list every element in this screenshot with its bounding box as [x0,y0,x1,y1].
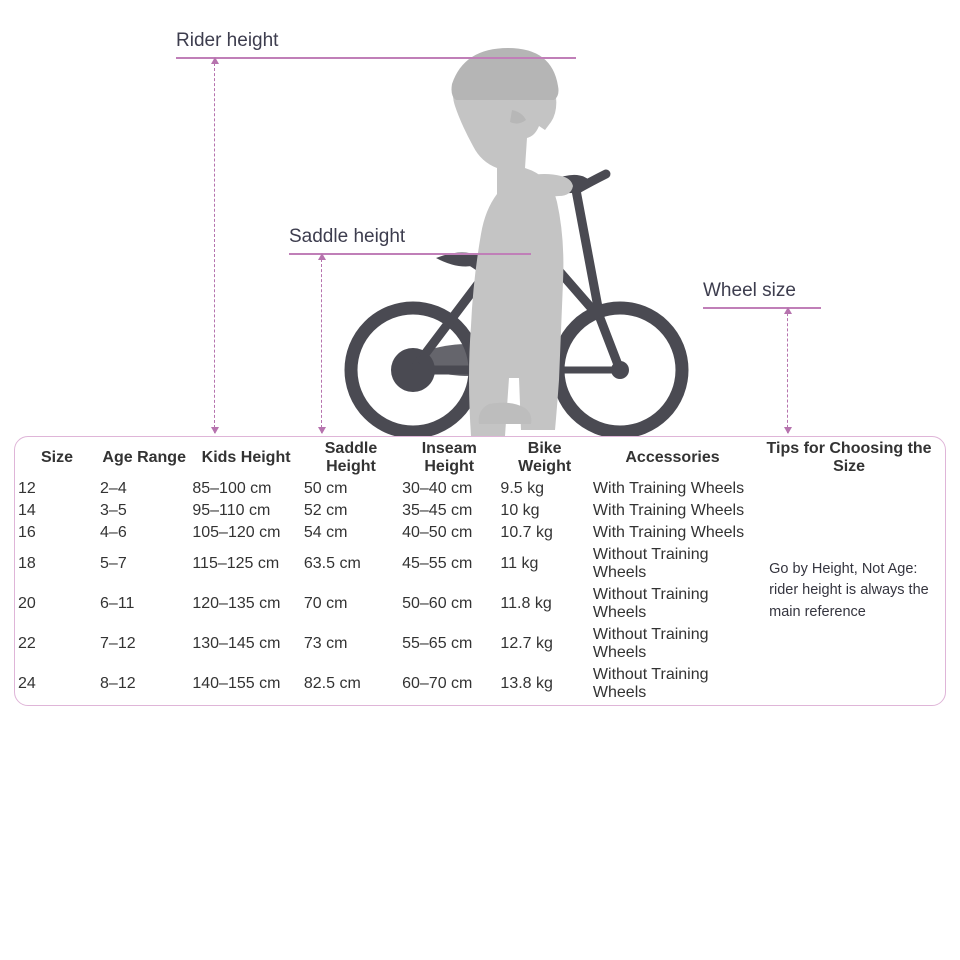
cell-inseam: 55–65 cm [402,635,473,652]
bike-sizing-illustration [0,0,960,436]
table-row [17,479,943,499]
cell-weight: 10.7 kg [500,524,553,541]
cell-size: 12 [18,480,36,497]
helmet-icon [452,48,559,100]
cell-size: 16 [18,524,36,541]
cell-saddle-height: 50 cm [303,480,348,497]
child-silhouette [453,56,573,436]
cell-saddle-height: 63.5 cm [303,555,361,572]
cell-accessories: With Training Wheels [592,502,745,519]
rider-height-rule [176,57,576,59]
cell-inseam: 50–60 cm [402,595,473,612]
cell-age: 7–12 [100,635,136,652]
cell-inseam: 45–55 cm [402,555,473,572]
cell-saddle-height: 52 cm [303,502,348,519]
cell-kids-height: 95–110 cm [192,502,271,519]
cell-accessories: Without Training Wheels [592,626,709,661]
cell-kids-height: 130–145 cm [192,635,281,652]
cell-age: 4–6 [100,524,127,541]
wheel-size-label: Wheel size [703,280,796,301]
cell-tips: Go by Height, Not Age: rider height is always the main reference [769,561,929,620]
rider-height-label: Rider height [176,30,279,51]
cell-weight: 12.7 kg [500,635,553,652]
cell-weight: 9.5 kg [500,480,545,497]
cell-age: 8–12 [100,675,136,692]
wheel-size-rule [703,307,821,309]
column-header-tips: Tips for Choosing the Size [766,440,932,475]
size-chart-container [14,436,946,706]
size-chart-table [15,437,945,705]
column-header-bike-weight: Bike Weight [518,440,572,475]
cell-size: 20 [18,595,36,612]
cell-inseam: 60–70 cm [402,675,473,692]
cell-weight: 11.8 kg [500,595,552,612]
cell-age: 5–7 [100,555,127,572]
cell-size: 14 [18,502,36,519]
cell-age: 3–5 [100,502,127,519]
cell-kids-height: 105–120 cm [192,524,281,541]
rider-height-arrow [214,58,216,433]
wheel-size-arrow [787,308,789,433]
cell-accessories: With Training Wheels [592,480,745,497]
column-header-inseam-height: Inseam Height [421,440,477,475]
cell-accessories: With Training Wheels [592,524,745,541]
cell-kids-height: 140–155 cm [192,675,281,692]
cell-kids-height: 120–135 cm [192,595,281,612]
cell-size: 24 [18,675,36,692]
cell-age: 6–11 [100,595,135,612]
cell-size: 22 [18,635,36,652]
table-header-row [17,439,943,477]
cell-weight: 13.8 kg [500,675,553,692]
cell-inseam: 40–50 cm [402,524,473,541]
cell-accessories: Without Training Wheels [592,546,709,581]
column-header-size: Size [41,449,74,466]
cell-saddle-height: 73 cm [303,635,348,652]
cell-size: 18 [18,555,36,572]
cell-weight: 11 kg [500,555,539,572]
cell-saddle-height: 70 cm [303,595,348,612]
saddle-height-label: Saddle height [289,226,406,247]
cell-inseam: 35–45 cm [402,502,473,519]
cell-kids-height: 115–125 cm [192,555,280,572]
cell-saddle-height: 82.5 cm [303,675,361,692]
column-header-age-range: Age Range [102,449,186,466]
column-header-kids-height: Kids Height [201,449,291,466]
cell-kids-height: 85–100 cm [192,480,272,497]
cell-weight: 10 kg [500,502,540,519]
cell-inseam: 30–40 cm [402,480,473,497]
saddle-height-arrow [321,254,323,433]
cell-saddle-height: 54 cm [303,524,348,541]
cell-age: 2–4 [100,480,127,497]
column-header-accessories: Accessories [625,449,720,466]
column-header-saddle-height: Saddle Height [324,440,378,475]
cell-accessories: Without Training Wheels [592,586,709,621]
kid-with-bike-graphic [0,0,960,436]
cell-accessories: Without Training Wheels [592,666,709,701]
